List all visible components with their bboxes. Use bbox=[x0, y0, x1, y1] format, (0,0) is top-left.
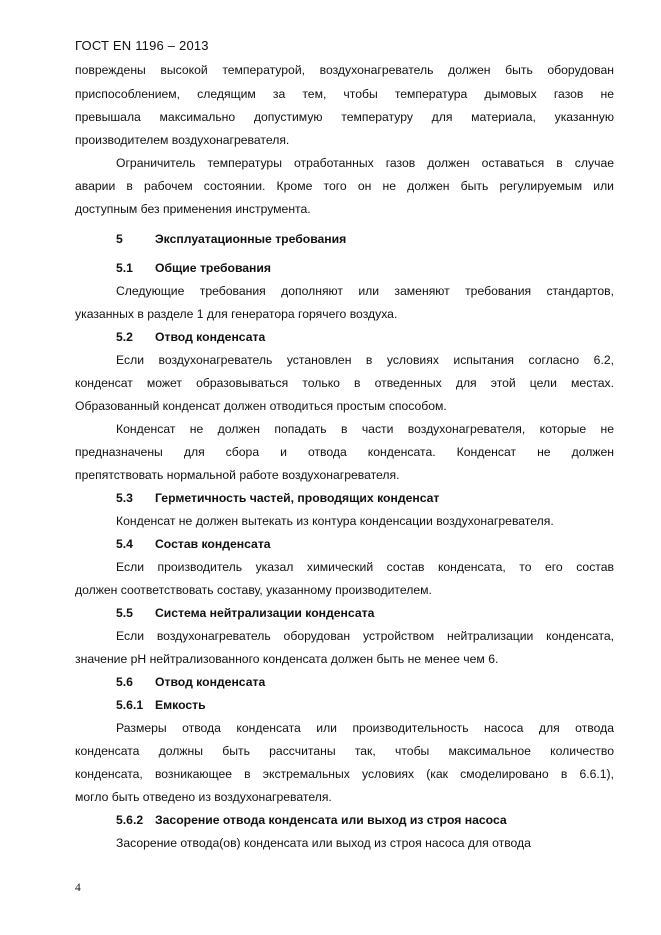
text-line: аварии в рабочем состоянии. Кроме того он не должен быть регулируемым или bbox=[75, 179, 614, 193]
text-line: конденсата должны быть рассчитаны так, чтобы максимальное количество bbox=[75, 744, 614, 758]
text-line: указанных в разделе 1 для генератора горячего воздуха. bbox=[75, 307, 398, 321]
text-line: Засорение отвода(ов) конденсата или выход из строя насоса для отвода bbox=[116, 836, 531, 850]
section-number: 5.3 bbox=[116, 491, 133, 505]
section-title: Система нейтрализации конденсата bbox=[155, 606, 375, 620]
text-line: конденсата, возникающее в экстремальных условиях (как смоделировано в 6.6.1), bbox=[75, 767, 614, 781]
text-line: Размеры отвода конденсата или производительность насоса для отвода bbox=[116, 721, 614, 735]
text-line: Конденсат не должен попадать в части воздухонагревателя, которые не bbox=[116, 422, 614, 436]
section-number: 5.6.2 bbox=[116, 813, 144, 827]
section-number: 5.2 bbox=[116, 330, 133, 344]
text-line: препятствовать нормальной работе воздухонагревателя. bbox=[75, 468, 400, 482]
section-number: 5.5 bbox=[116, 606, 133, 620]
text-line: Образованный конденсат должен отводиться простым способом. bbox=[75, 399, 447, 413]
section-number: 5.4 bbox=[116, 537, 133, 551]
page-number: 4 bbox=[75, 882, 81, 894]
section-number: 5.1 bbox=[116, 261, 133, 275]
section-number: 5.6.1 bbox=[116, 698, 144, 712]
text-line: производителем воздухонагревателя. bbox=[75, 133, 290, 147]
text-line: Если производитель указал химический состав конденсата, то его состав bbox=[116, 560, 614, 574]
text-line: Ограничитель температуры отработанных газов должен оставаться в случае bbox=[116, 156, 614, 170]
section-title: Засорение отвода конденсата или выход из строя насоса bbox=[155, 813, 507, 827]
text-line: Следующие требования дополняют или заменяют требования стандартов, bbox=[116, 284, 614, 298]
text-line: доступным без применения инструмента. bbox=[75, 202, 311, 216]
section-title: Эксплуатационные требования bbox=[155, 232, 347, 246]
section-title: Емкость bbox=[155, 698, 206, 712]
text-line: предназначены для сбора и отвода конденсата. Конденсат не должен bbox=[75, 445, 614, 459]
text-line: должен соответствовать составу, указанному производителем. bbox=[75, 583, 432, 597]
section-title: Состав конденсата bbox=[155, 537, 271, 551]
text-line: превышала максимально допустимую температуру для материала, указанную bbox=[75, 110, 614, 124]
text-line: конденсат может образовываться только в отведенных для этой цели местах. bbox=[75, 376, 614, 390]
section-number: 5.6 bbox=[116, 675, 133, 689]
section-number: 5 bbox=[116, 232, 123, 246]
section-title: Общие требования bbox=[155, 261, 272, 275]
section-title: Отвод конденсата bbox=[155, 675, 266, 689]
text-line: значение pH нейтрализованного конденсата должен быть не менее чем 6. bbox=[75, 652, 499, 666]
text-line: повреждены высокой температурой, воздухонагреватель должен быть оборудован bbox=[75, 63, 614, 77]
document-header: ГОСТ EN 1196 – 2013 bbox=[75, 38, 209, 53]
section-title: Герметичность частей, проводящих конденсат bbox=[155, 491, 440, 505]
section-title: Отвод конденсата bbox=[155, 330, 266, 344]
text-line: приспособлением, следящим за тем, чтобы температура дымовых газов не bbox=[75, 87, 614, 101]
text-line: могло быть отведено из воздухонагревателя. bbox=[75, 790, 332, 804]
text-line: Если воздухонагреватель установлен в условиях испытания согласно 6.2, bbox=[116, 353, 614, 367]
text-line: Если воздухонагреватель оборудован устройством нейтрализации конденсата, bbox=[116, 629, 614, 643]
text-line: Конденсат не должен вытекать из контура конденсации воздухонагревателя. bbox=[116, 514, 554, 528]
